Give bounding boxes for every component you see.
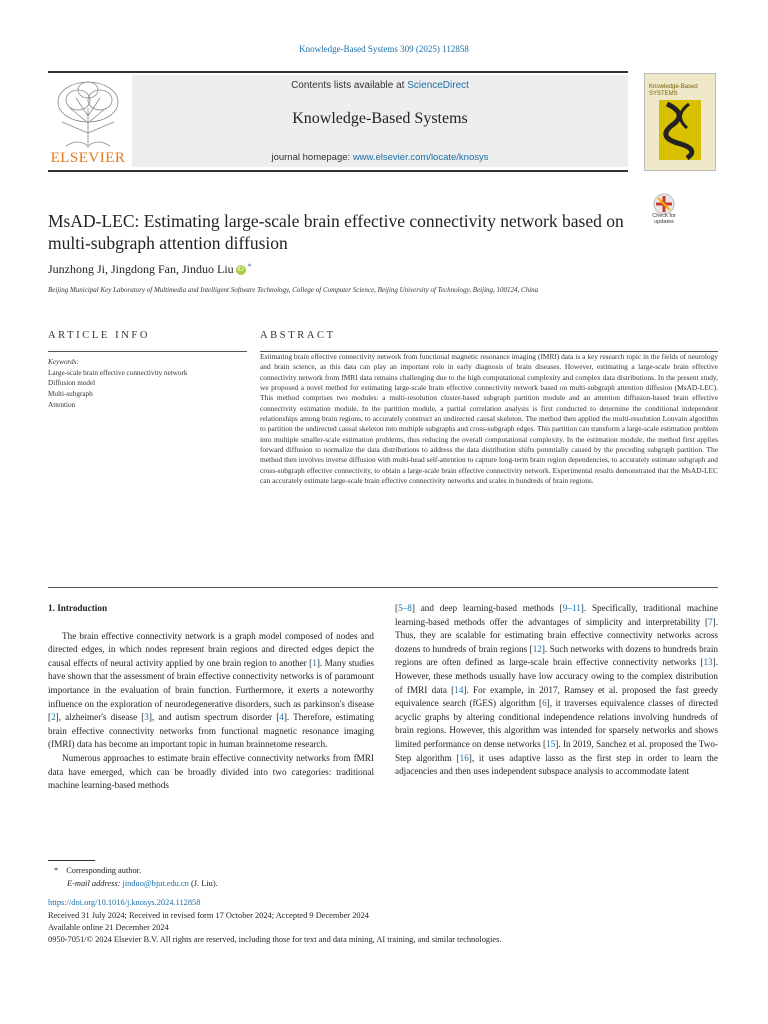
crossmark-label: Check for updates bbox=[652, 213, 676, 225]
homepage-link[interactable]: www.elsevier.com/locate/knosys bbox=[352, 152, 489, 163]
orcid-icon[interactable]: iD bbox=[237, 266, 244, 273]
abstract-heading: ABSTRACT bbox=[260, 330, 336, 341]
abstract-bottom-rule bbox=[48, 587, 718, 588]
elsevier-tree-icon bbox=[48, 78, 128, 150]
journal-name: Knowledge-Based Systems bbox=[292, 110, 468, 127]
issn-copyright: 0950-7051/© 2024 Elsevier B.V. All rights are reserved, including those for text and data mining, AI training, and similar technologies. bbox=[48, 935, 502, 944]
journal-cover[interactable] bbox=[644, 73, 716, 171]
header-rule-bottom bbox=[48, 170, 628, 172]
cover-title: Knowledge-Based SYSTEMS bbox=[649, 84, 698, 97]
cover-art bbox=[659, 100, 701, 160]
contents-line: Contents lists available at ScienceDirect bbox=[291, 80, 469, 91]
citation-link[interactable]: 6 bbox=[542, 698, 547, 709]
citation-link[interactable]: 5–8 bbox=[398, 603, 412, 613]
keywords-label: Keywords: bbox=[48, 358, 79, 366]
citation-link[interactable]: 14 bbox=[454, 684, 464, 695]
citation-link[interactable]: 12 bbox=[532, 643, 542, 654]
journal-citation[interactable]: Knowledge-Based Systems 309 (2025) 112858 bbox=[299, 44, 469, 54]
citation-link[interactable]: 13 bbox=[703, 657, 713, 668]
footnote-rule bbox=[48, 860, 95, 861]
online-date: Available online 21 December 2024 bbox=[48, 923, 169, 932]
body-paragraph: [5–8] and deep learning-based methods [9–11]. Specifically, traditional machine learning-based methods offer the advantages of simplicity and interpretability [7]. Thus, they are scalable for estimating brain effective connectivity networks across dozens to hundreds of brain regions [12]. Such networks with dozens to hundreds brain regions are often defined as large-scale brain effective connectivity networks [13]. However, these methods usually have low accuracy owing to the complex distribution of fMRI data [14]. For example, in 2017, Ramsey et al. proposed the fast greedy equivalence search (fGES) algorithm [6], it traverses equivalence classes of directed acyclic graphs by altering conditional independence relations involving hundreds of brain regions. However, this algorithm was intended for sparsely networks and shows limited performance on dense networks [15]. In 2019, Sanchez et al. proposed the Two-Step algorithm [16], it uses adaptive lasso as the first step in order to learn the adjacencies and then uses independent subspace analysis to accommodate latent bbox=[395, 603, 718, 777]
received-dates: Received 31 July 2024; Received in revised form 17 October 2024; Accepted 9 December 2024 bbox=[48, 911, 369, 920]
sciencedirect-link[interactable]: ScienceDirect bbox=[407, 80, 469, 91]
footnote-mark: * bbox=[54, 866, 59, 875]
section-heading: 1. Introduction bbox=[48, 603, 108, 613]
citation-link[interactable]: 9–11 bbox=[562, 603, 581, 613]
doi-link[interactable]: https://doi.org/10.1016/j.knosys.2024.112858 bbox=[48, 898, 201, 907]
affiliation: Beijing Municipal Key Laboratory of Multimedia and Intelligent Software Technology, College of Computer Science, Beijing University of Technology, Beijing, 100124, China bbox=[48, 286, 539, 294]
citation-link[interactable]: 7 bbox=[708, 616, 713, 627]
citation-link[interactable]: 1 bbox=[312, 657, 317, 668]
citation-link[interactable]: 15 bbox=[546, 738, 556, 749]
publisher-logo: ELSEVIER bbox=[50, 150, 126, 166]
abstract-text: Estimating brain effective connectivity network from functional magnetic resonance imaging (fMRI) data is a key research topic in the fields of neurology and brain science, as this data can play an important role in early diagnosis of brain diseases. However, estimating a large-scale brain effective connectivity network from fMRI data remains challenging due to the high computational complexity and complex data distributions. In the present study, we proposed a novel method for estimating large-scale brain effective connectivity network based on multi-subgraph attention diffusion (MsAD-LEC). This method comprises two modules: a multi-resolution cluster-based subgraph partition module and an attention diffusion-based brain effective connectivity estimation module. In the partition module, a partial correlation analysis is first conducted to determine the conditional independent relationships among brain regions, to accurately construct an undirected causal skeleton. The method then applied the multi-resolution Louvain algorithm to partition the undirected causal skeleton into multiple subgraphs and cross-subgraph edges. This partition can transform a large-scale estimation problem into multiple smaller-scale estimation problems, thus reducing the overall computational complexity. In the estimation module, the method first applies forward diffusion to normalize the data distributions to address the data distribution shifts potentially caused by the preceding subgraph partition. The method then involves inverse diffusion with multi-head self-attention to capture long-term brain region dependencies, to accurately estimate subgraph and cross-subgraph effective connectivity, to obtain a large-scale brain effective connectivity network. Experimental results demonstrated that the MsAD-LEC can accurately estimate large-scale brain effective connectivity networks and scales in hundreds of brain regions. bbox=[260, 352, 718, 486]
journal-homepage: journal homepage: www.elsevier.com/locate/knosys bbox=[271, 152, 489, 163]
keyword-item: Multi-subgraph bbox=[48, 390, 93, 399]
body-right-column bbox=[395, 602, 718, 779]
citation-link[interactable]: 3 bbox=[144, 712, 149, 723]
keywords-block bbox=[48, 357, 243, 411]
article-title: MsAD-LEC: Estimating large-scale brain effective connectivity network based on multi-subgraph attention diffusion bbox=[48, 211, 624, 253]
corresponding-author-mark[interactable]: * bbox=[247, 262, 252, 271]
email-link[interactable]: jinduo@bjut.edu.cn bbox=[122, 879, 189, 888]
citation-link[interactable]: 4 bbox=[279, 712, 284, 723]
keyword-item: Large-scale brain effective connectivity network bbox=[48, 368, 188, 377]
body-paragraph: The brain effective connectivity network is a graph model composed of nodes and directed edges, in which nodes represent brain regions and directed edges depict the causal effects of neural activity applied by one brain region to another [1]. Many studies have shown that the assessment of brain effective connectivity networks is of paramount importance in the evaluation of brain function. Furthermore, it exerts a noteworthy influence on the exploration of neurodegenerative disorders, such as parkinson's disease [2], alzheimer's disease [3], and autism spectrum disorder [4]. Therefore, estimating brain effective connectivity networks from functional magnetic resonance imaging (fMRI) data has become an important topic in human brainnetome research. bbox=[48, 630, 375, 750]
article-info-heading: ARTICLE INFO bbox=[48, 330, 151, 341]
body-left-column bbox=[48, 602, 374, 793]
article-info-rule bbox=[48, 351, 247, 352]
body-paragraph: Numerous approaches to estimate brain effective connectivity networks from fMRI data have emerged, which can be broadly divided into two categories: traditional machine learning-based methods bbox=[48, 752, 374, 791]
citation-link[interactable]: 2 bbox=[51, 712, 56, 723]
author-list: Junzhong Ji, Jingdong Fan, Jinduo Liu iD * bbox=[48, 262, 252, 276]
citation-link[interactable]: 16 bbox=[459, 752, 469, 763]
keyword-item: Diffusion model bbox=[48, 379, 96, 388]
keyword-item: Attention bbox=[48, 400, 76, 409]
header-rule-top bbox=[48, 71, 628, 73]
footnote: * Corresponding author. E-mail address: jinduo@bjut.edu.cn (J. Liu). bbox=[54, 866, 218, 888]
